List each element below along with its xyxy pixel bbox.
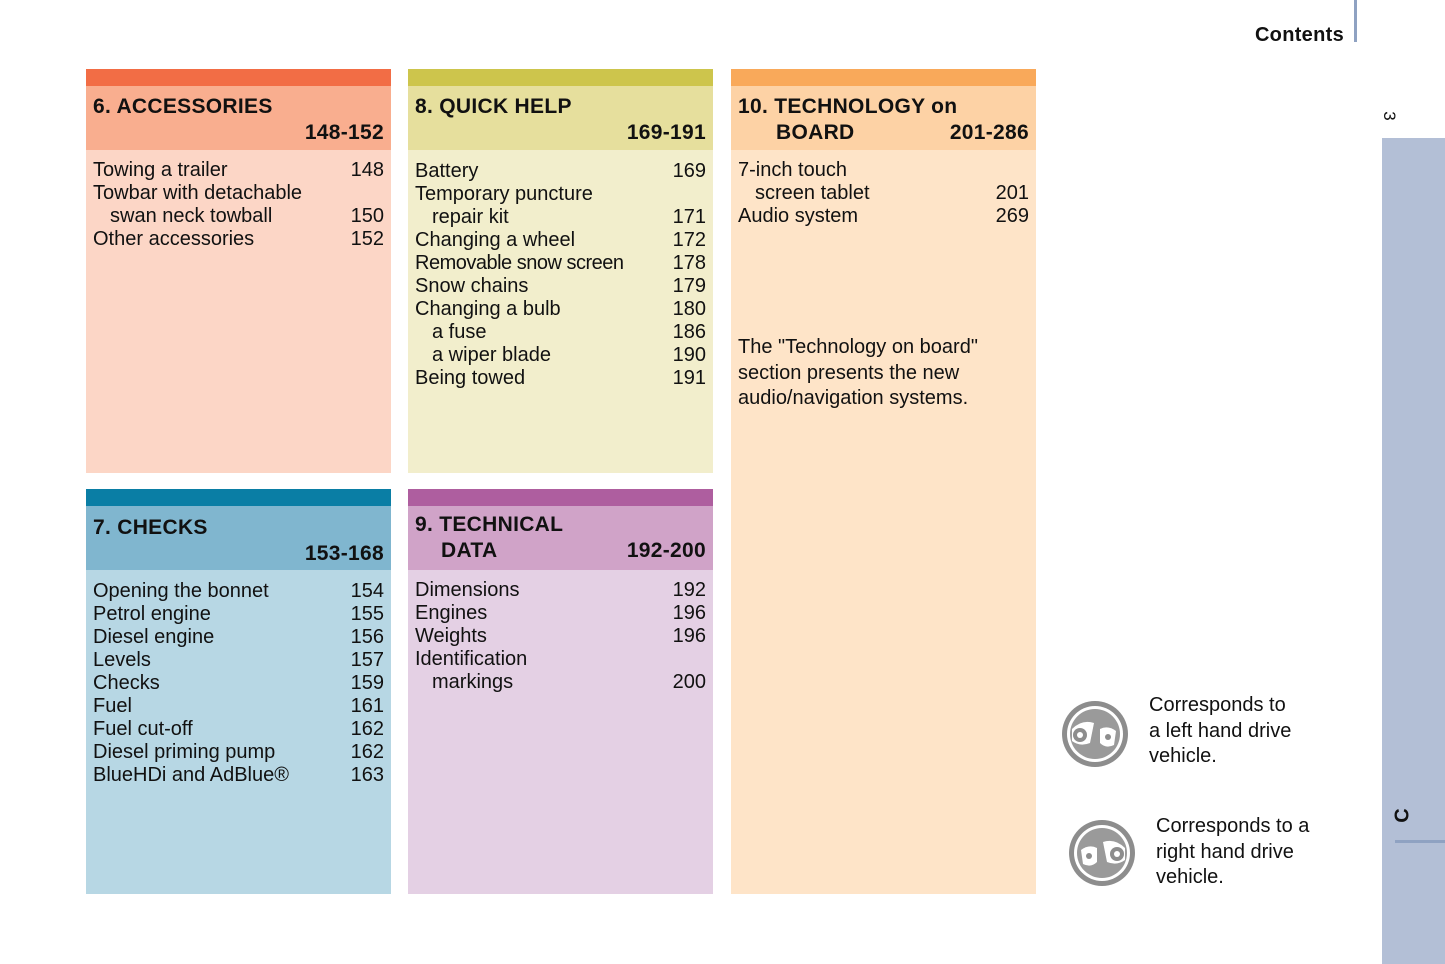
section-page-range: 201-286 — [949, 121, 1029, 144]
legend-line: Corresponds to — [1149, 694, 1286, 716]
toc-entry[interactable] — [415, 602, 706, 625]
toc-list — [738, 159, 1029, 228]
toc-entry[interactable] — [415, 252, 706, 275]
section-page-range: 153-168 — [304, 542, 384, 565]
section-body — [408, 570, 713, 894]
section-color-bar — [731, 69, 1036, 86]
toc-entry-label: Engines — [415, 602, 488, 624]
toc-entry-label: markings — [432, 671, 514, 693]
toc-entry-page: 269 — [995, 205, 1029, 227]
toc-entry[interactable] — [93, 764, 384, 787]
toc-entry-page: 172 — [672, 229, 706, 251]
section-page-range: 169-191 — [626, 121, 706, 144]
toc-entry[interactable] — [93, 228, 384, 251]
toc-entry-page: 159 — [350, 672, 384, 694]
toc-entry[interactable] — [415, 160, 706, 183]
toc-entry-label: Checks — [93, 672, 160, 694]
toc-entry[interactable] — [93, 649, 384, 672]
toc-entry[interactable] — [93, 626, 384, 649]
toc-entry-label: Removable snow screen — [415, 252, 624, 274]
toc-list — [93, 159, 384, 251]
toc-entry-label: Dimensions — [415, 579, 520, 601]
toc-entry[interactable] — [93, 741, 384, 764]
toc-entry-page: 150 — [350, 205, 384, 227]
toc-entry-label: Changing a bulb — [415, 298, 561, 320]
section-note — [738, 335, 978, 412]
toc-entry[interactable] — [415, 579, 706, 602]
toc-entry-page: 201 — [995, 182, 1029, 204]
toc-list — [93, 580, 384, 787]
section-body — [731, 150, 1036, 894]
toc-entry[interactable] — [93, 159, 384, 182]
section-header — [408, 86, 713, 150]
toc-entry-page: 200 — [672, 671, 706, 693]
toc-entry-label: Battery — [415, 160, 479, 182]
section-body — [408, 150, 713, 473]
toc-entry[interactable] — [93, 718, 384, 741]
toc-entry-label: 7-inch touch — [738, 159, 847, 181]
toc-entry-page: 161 — [350, 695, 384, 717]
legend-line: vehicle. — [1156, 866, 1224, 888]
toc-entry[interactable] — [415, 648, 706, 671]
section-technology[interactable] — [731, 69, 1036, 894]
section-color-bar — [408, 489, 713, 506]
toc-entry-page: 155 — [350, 603, 384, 625]
section-color-bar — [86, 489, 391, 506]
toc-entry-label: Petrol engine — [93, 603, 211, 625]
toc-entry[interactable] — [415, 298, 706, 321]
toc-entry-label: a wiper blade — [432, 344, 551, 366]
side-divider — [1395, 840, 1445, 843]
toc-entry-page: 152 — [350, 228, 384, 250]
note-line: audio/navigation systems. — [738, 387, 969, 409]
section-body — [86, 570, 391, 894]
toc-entry-page: 163 — [350, 764, 384, 786]
section-title: 8. QUICK HELP — [415, 95, 572, 118]
page-title: Contents — [1254, 24, 1344, 46]
toc-entry-page: 190 — [672, 344, 706, 366]
section-color-bar — [408, 69, 713, 86]
toc-entry-page: 169 — [672, 160, 706, 182]
toc-entry-page: 148 — [350, 159, 384, 181]
toc-entry[interactable] — [415, 321, 706, 344]
toc-entry-label: Diesel priming pump — [93, 741, 276, 763]
toc-entry-label: repair kit — [432, 206, 509, 228]
section-title-line2: BOARD — [776, 121, 855, 144]
toc-list — [415, 579, 706, 694]
left-hand-drive-icon — [1060, 699, 1130, 769]
toc-entry-label: Snow chains — [415, 275, 529, 297]
toc-entry[interactable] — [93, 580, 384, 603]
toc-entry-page: 156 — [350, 626, 384, 648]
toc-entry[interactable] — [415, 625, 706, 648]
toc-entry-label: Weights — [415, 625, 487, 647]
section-checks[interactable] — [86, 489, 391, 894]
section-title: 9. TECHNICAL — [415, 513, 564, 536]
legend-text — [1156, 814, 1309, 891]
toc-entry-page: 186 — [672, 321, 706, 343]
toc-entry-page: 162 — [350, 741, 384, 763]
section-header — [408, 506, 713, 570]
toc-entry-label: Diesel engine — [93, 626, 215, 648]
toc-entry[interactable] — [415, 229, 706, 252]
toc-entry[interactable] — [93, 603, 384, 626]
note-line: section presents the new — [738, 361, 960, 384]
legend-line: a left hand drive — [1149, 719, 1292, 742]
section-title: 7. CHECKS — [93, 516, 208, 539]
header-divider — [1354, 0, 1357, 42]
toc-entry-label: Levels — [93, 649, 151, 671]
section-page-range: 148-152 — [304, 121, 384, 144]
section-header — [731, 86, 1036, 150]
toc-entry-label: Towbar with detachable — [93, 182, 303, 204]
toc-entry-label: swan neck towball — [110, 205, 273, 227]
toc-list — [415, 160, 706, 390]
toc-entry-page: 178 — [672, 252, 706, 274]
toc-entry[interactable] — [738, 205, 1029, 228]
section-technical-data[interactable] — [408, 489, 713, 894]
note-line: The "Technology on board" — [738, 336, 978, 358]
toc-entry-page: 196 — [672, 625, 706, 647]
toc-entry-page: 180 — [672, 298, 706, 320]
toc-entry-label: Audio system — [738, 205, 859, 227]
toc-entry[interactable] — [415, 367, 706, 390]
toc-entry-label: Other accessories — [93, 228, 255, 250]
section-body — [86, 150, 391, 473]
toc-entry-page: 196 — [672, 602, 706, 624]
toc-entry[interactable] — [415, 275, 706, 298]
toc-entry[interactable] — [738, 182, 1029, 205]
section-quick-help[interactable] — [408, 69, 713, 473]
legend-line: right hand drive — [1156, 840, 1294, 863]
toc-entry-label: Fuel — [93, 695, 132, 717]
toc-entry-label: screen tablet — [755, 182, 870, 204]
toc-entry-page: 192 — [672, 579, 706, 601]
section-page-range: 192-200 — [626, 539, 706, 562]
section-title: 10. TECHNOLOGY on — [738, 95, 958, 118]
toc-entry[interactable] — [415, 344, 706, 367]
toc-entry-label: a fuse — [432, 321, 487, 343]
toc-entry[interactable] — [738, 159, 1029, 182]
toc-entry-page: 191 — [672, 367, 706, 389]
legend-line: vehicle. — [1149, 745, 1217, 767]
section-header — [86, 506, 391, 570]
toc-entry[interactable] — [93, 672, 384, 695]
toc-entry-label: Opening the bonnet — [93, 580, 269, 602]
page-number: 3 — [1380, 111, 1399, 121]
toc-entry-label: Temporary puncture — [415, 183, 593, 205]
toc-entry-label: Fuel cut-off — [93, 718, 193, 740]
section-accessories[interactable] — [86, 69, 391, 473]
legend-line: Corresponds to a — [1156, 815, 1310, 837]
toc-entry[interactable] — [93, 182, 384, 205]
section-title-line2: DATA — [441, 539, 498, 562]
toc-entry[interactable] — [415, 183, 706, 206]
toc-entry[interactable] — [415, 671, 706, 694]
toc-entry-page: 162 — [350, 718, 384, 740]
legend-text — [1149, 693, 1291, 770]
section-header — [86, 86, 391, 150]
toc-entry-page: 171 — [672, 206, 706, 228]
toc-entry-page: 179 — [672, 275, 706, 297]
toc-entry[interactable] — [93, 695, 384, 718]
toc-entry-label: BlueHDi and AdBlue® — [93, 764, 289, 786]
section-title: 6. ACCESSORIES — [93, 95, 273, 118]
right-hand-drive-icon — [1067, 818, 1137, 888]
section-letter: C — [1391, 808, 1414, 823]
toc-entry-page: 157 — [350, 649, 384, 671]
toc-entry-label: Identification — [415, 648, 528, 670]
toc-entry-page: 154 — [350, 580, 384, 602]
section-color-bar — [86, 69, 391, 86]
toc-entry[interactable] — [415, 206, 706, 229]
toc-entry-label: Towing a trailer — [93, 159, 228, 181]
toc-entry-label: Being towed — [415, 367, 526, 389]
toc-entry[interactable] — [93, 205, 384, 228]
toc-entry-label: Changing a wheel — [415, 229, 576, 251]
